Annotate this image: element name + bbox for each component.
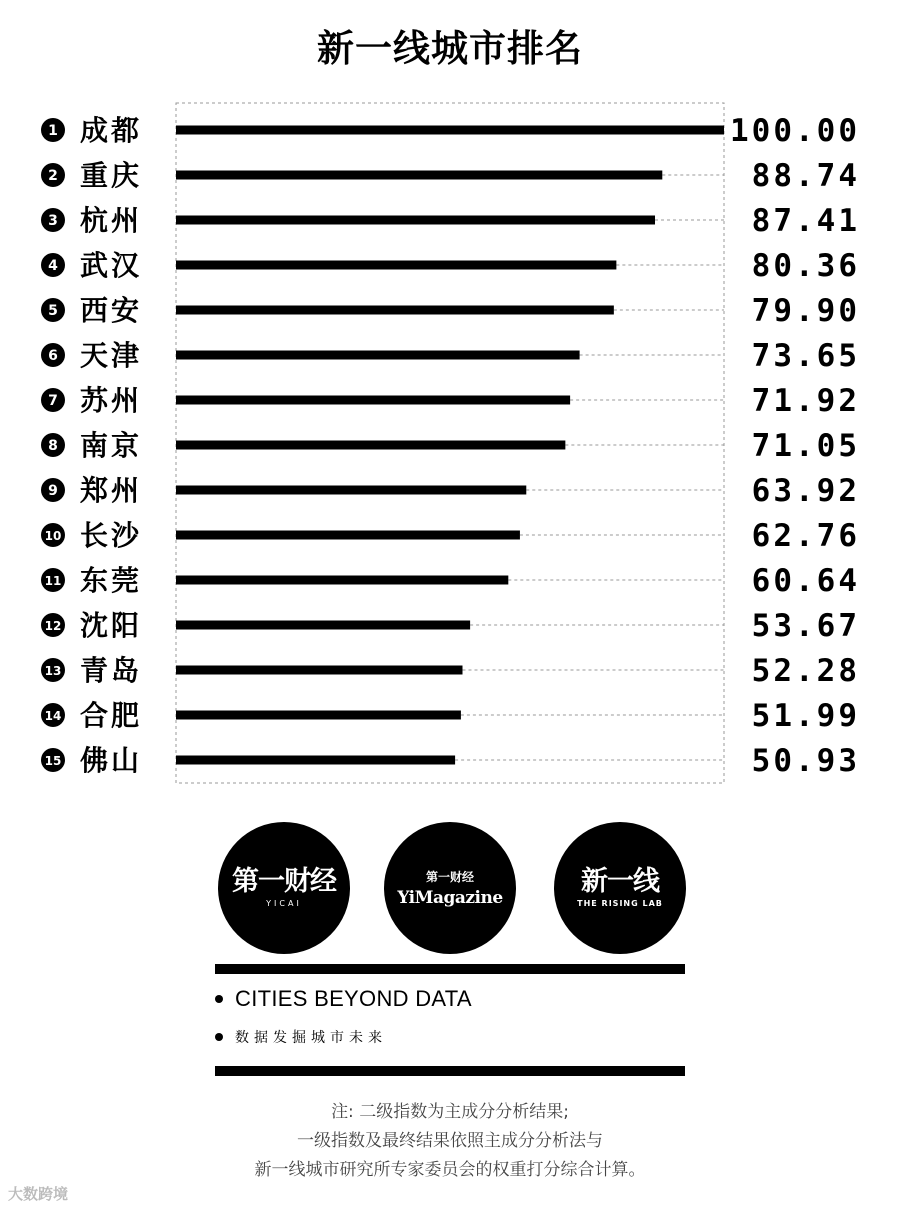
bar — [176, 171, 662, 180]
bullet-icon — [215, 995, 223, 1003]
yicai-logo-cn: 第一财经 — [232, 866, 336, 897]
rank-number: 8 — [48, 438, 58, 454]
rank-number: 7 — [48, 393, 58, 409]
rising-lab-logo — [554, 822, 686, 954]
bar — [176, 306, 614, 315]
rank-number: 10 — [44, 529, 62, 543]
city-label: 沈阳 — [80, 609, 143, 642]
divider-bottom — [215, 1066, 685, 1076]
footnote-line: 注: 二级指数为主成分分析结果; — [331, 1102, 569, 1122]
bullet-icon — [215, 1033, 223, 1041]
tagline-cn-text: 数据发掘城市未来 — [235, 1030, 387, 1046]
value-label: 62.76 — [751, 518, 860, 554]
bar — [176, 756, 455, 765]
logo-row — [0, 822, 900, 954]
city-label: 苏州 — [80, 384, 143, 417]
city-label: 西安 — [80, 294, 143, 327]
city-label: 佛山 — [80, 744, 143, 777]
rank-number: 3 — [48, 213, 58, 229]
yimagazine-logo-en: YiMagazine — [397, 888, 503, 908]
bar — [176, 486, 526, 495]
city-label: 杭州 — [80, 204, 143, 237]
bar — [176, 441, 565, 450]
rank-number: 11 — [44, 574, 62, 588]
tagline-cn — [215, 1027, 387, 1047]
value-label: 53.67 — [751, 608, 860, 644]
rising-lab-logo-en: THE RISING LAB — [577, 899, 663, 908]
city-label: 东莞 — [80, 564, 143, 597]
bar — [176, 711, 461, 720]
rank-number: 13 — [44, 664, 62, 678]
bar — [176, 621, 470, 630]
value-label: 52.28 — [751, 653, 860, 689]
bar — [176, 261, 616, 270]
page-title: 新一线城市排名 — [317, 27, 583, 70]
footnote-line: 一级指数及最终结果依照主成分分析法与 — [297, 1131, 603, 1151]
yimagazine-logo — [384, 822, 516, 954]
rank-number: 2 — [48, 168, 58, 184]
value-label: 50.93 — [751, 743, 860, 779]
value-label: 51.99 — [751, 698, 860, 734]
rank-number: 15 — [44, 754, 62, 768]
footnote — [0, 1098, 900, 1185]
rank-number: 12 — [44, 619, 62, 633]
value-label: 80.36 — [751, 248, 860, 284]
bar — [176, 666, 462, 675]
value-label: 79.90 — [751, 293, 860, 329]
rank-number: 14 — [44, 709, 62, 723]
rank-number: 4 — [48, 258, 58, 274]
value-label: 71.05 — [751, 428, 860, 464]
watermark: 大数跨境 — [8, 1185, 69, 1203]
ranking-bar-chart — [0, 95, 900, 795]
value-label: 100.00 — [730, 113, 860, 149]
divider-top — [215, 964, 685, 974]
bar — [176, 351, 580, 360]
bar — [176, 576, 508, 585]
city-label: 武汉 — [80, 249, 143, 282]
rank-number: 6 — [48, 348, 58, 364]
rising-lab-logo-cn: 新一线 — [581, 866, 659, 897]
bar — [176, 126, 724, 135]
rank-number: 1 — [48, 123, 58, 139]
value-label: 60.64 — [751, 563, 860, 599]
city-label: 青岛 — [80, 654, 143, 687]
value-label: 63.92 — [751, 473, 860, 509]
value-label: 88.74 — [751, 158, 860, 194]
value-label: 87.41 — [751, 203, 860, 239]
footnote-line: 新一线城市研究所专家委员会的权重打分综合计算。 — [254, 1160, 646, 1180]
city-label: 长沙 — [80, 519, 143, 552]
yicai-logo-en: YICAI — [266, 899, 302, 908]
city-label: 天津 — [80, 339, 143, 372]
value-label: 71.92 — [751, 383, 860, 419]
bar — [176, 396, 570, 405]
city-label: 南京 — [80, 429, 143, 462]
yicai-logo — [218, 822, 350, 954]
bar — [176, 216, 655, 225]
bar — [176, 531, 520, 540]
value-label: 73.65 — [751, 338, 860, 374]
rank-number: 5 — [48, 303, 58, 319]
city-label: 郑州 — [80, 474, 143, 507]
city-label: 合肥 — [80, 699, 143, 732]
tagline-en-text: CITIES BEYOND DATA — [235, 986, 472, 1011]
city-label: 重庆 — [80, 159, 143, 192]
city-label: 成都 — [80, 114, 143, 147]
rank-number: 9 — [48, 483, 58, 499]
tagline-en — [215, 986, 472, 1012]
yimagazine-logo-cn: 第一财经 — [425, 870, 474, 884]
